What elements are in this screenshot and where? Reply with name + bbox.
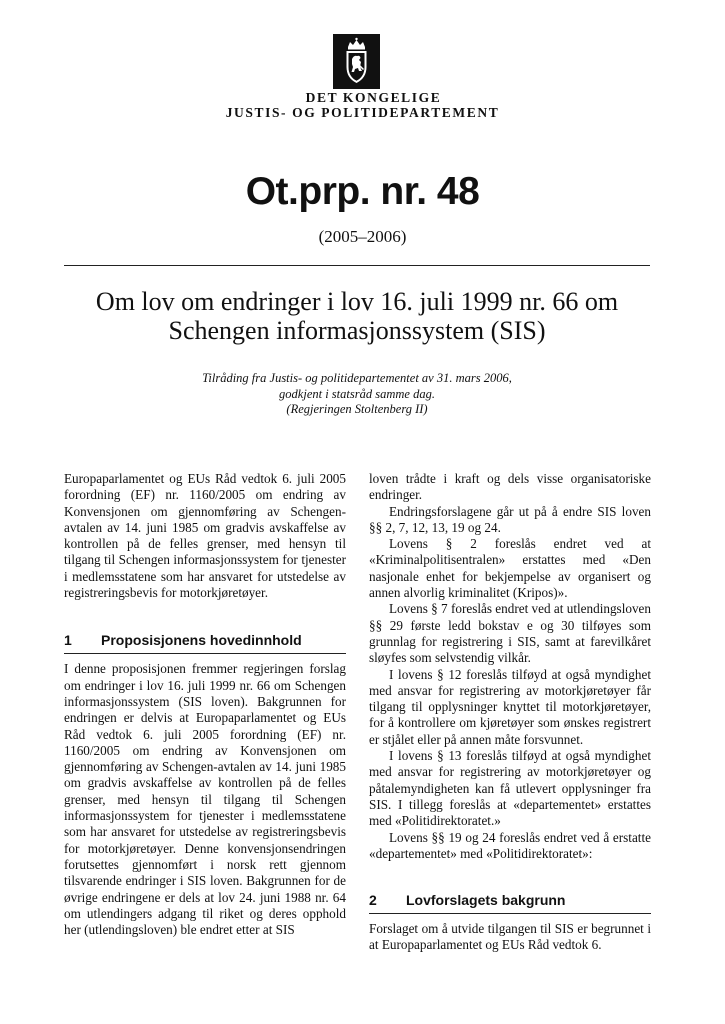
subtitle-line-1: Tilråding fra Justis- og politidepartementet av 31. mars 2006, (202, 371, 512, 385)
right-column (369, 471, 651, 954)
title-line-2: Schengen informasjonssystem (SIS) (168, 316, 546, 345)
section-2-heading (369, 891, 651, 914)
subtitle-line-2: godkjent i statsråd samme dag. (279, 386, 435, 401)
section-1-paragraph-5: I lovens § 12 foreslås tilføyd at også myndighet med ansvar for registrering av motorkjøretøyer får tilgang til opplysninger knyttet til motorkjøretøyer, for å kontrollere om kjøretøyer som ønskes registrert er stjålet eller på annen måte forsvunnet. (369, 666, 651, 747)
section-1-paragraph-1: I denne proposisjonen fremmer regjeringen forslag om endringer i lov 16. juli 1999 nr. 66 om Schengen informasjonssystem (SIS loven). Bakgrunnen for endringen er delvis at Europaparlamentet og EUs Råd vedtok 6. juli 2005 forordning (EF) nr. 1160/2005 om endring av Konvensjonen om gjennomføring av Schengen-avtalen av 14. juni 1985 om gradvis avskaffelse av kontrollen på de felles grenser, med hensyn til tilgang til Schengen informasjonssystem for tjenester i medlemsstatene som har ansvaret for utstedelse av registreringsbevis for motorkjøretøyer. Denne konvensjonsendringen forutsettes gjennomført i norsk rett gjennom tilsvarende endringer i SIS loven. Bakgrunnen for de øvrige endringene er dels at lov 24. juni 1988 nr. 64 om utlendingers adgang til riket og deres opphold her (utlendingsloven) ble endret etter at SIS (64, 661, 346, 938)
department-line-2: JUSTIS- OG POLITIDEPARTEMENT (225, 105, 500, 120)
section-2-number: 2 (369, 892, 377, 909)
session-years: (2005–2006) (318, 227, 407, 246)
department-line-1: DET KONGELIGE (305, 90, 442, 105)
title-line-1: Om lov om endringer i lov 16. juli 1999 nr. 66 om (95, 287, 619, 316)
recommendation-note (64, 371, 650, 418)
document-number: Ot.prp. nr. 48 (245, 170, 480, 213)
section-1-paragraph-7: Lovens §§ 19 og 24 foreslås endret ved å erstatte «departementet» med «Politidirektoratet»: (369, 829, 651, 861)
section-1-heading (64, 631, 346, 654)
section-1-paragraph-6: I lovens § 13 foreslås tilføyd at også myndighet med ansvar for registrering av motorkjøretøyer og påtalemyndigheten kan få utlevert opplysninger fra SIS. I tillegg foreslås at «departementet» erstattes med «Politidirektoratet.» (369, 748, 651, 829)
section-1-number: 1 (64, 632, 72, 649)
left-column (64, 471, 346, 938)
subtitle-line-3: (Regjeringen Stoltenberg II) (286, 402, 428, 416)
title-divider (64, 265, 650, 266)
document-title (64, 287, 650, 345)
section-1-paragraph-2: Endringsforslagene går ut på å endre SIS loven §§ 2, 7, 12, 13, 19 og 24. (369, 503, 651, 535)
intro-paragraph: Europaparlamentet og EUs Råd vedtok 6. juli 2005 forordning (EF) nr. 1160/2005 om endring av Konvensjonen om gjennomføring av Schengen-avtalen av 14. juni 1985 om gradvis avskaffelse av kontrollen på de felles grenser, med hensyn til tilgang til Schengen informasjonssystem for tjenester i medlemsstatene som har ansvaret for utstedelse av registreringsbevis for motorkjøretøyer. (64, 471, 346, 601)
section-1-paragraph-3: Lovens § 2 foreslås endret ved at «Kriminalpolitisentralen» erstattes med «Den nasjonale enhet for bekjempelse av organisert og annen alvorlig kriminalitet (Kripos)». (369, 536, 651, 601)
norwegian-coat-of-arms-icon (333, 34, 380, 89)
section-2-title: Lovforslagets bakgrunn (406, 892, 566, 909)
section-2-paragraph-1: Forslaget om å utvide tilgangen til SIS er begrunnet i at Europaparlamentet og EUs Råd vedtok 6. (369, 921, 651, 953)
section-1-paragraph-1-continued: loven trådte i kraft og dels visse organisatoriske endringer. (369, 471, 651, 503)
section-1-paragraph-4: Lovens § 7 foreslås endret ved at utlendingsloven §§ 29 første ledd bokstav e og 30 tilføyes som grunnlag for registrering i SIS, samt at farevilkåret sløyfes som selvstendig vilkår. (369, 601, 651, 666)
section-1-title: Proposisjonens hovedinnhold (101, 632, 302, 649)
